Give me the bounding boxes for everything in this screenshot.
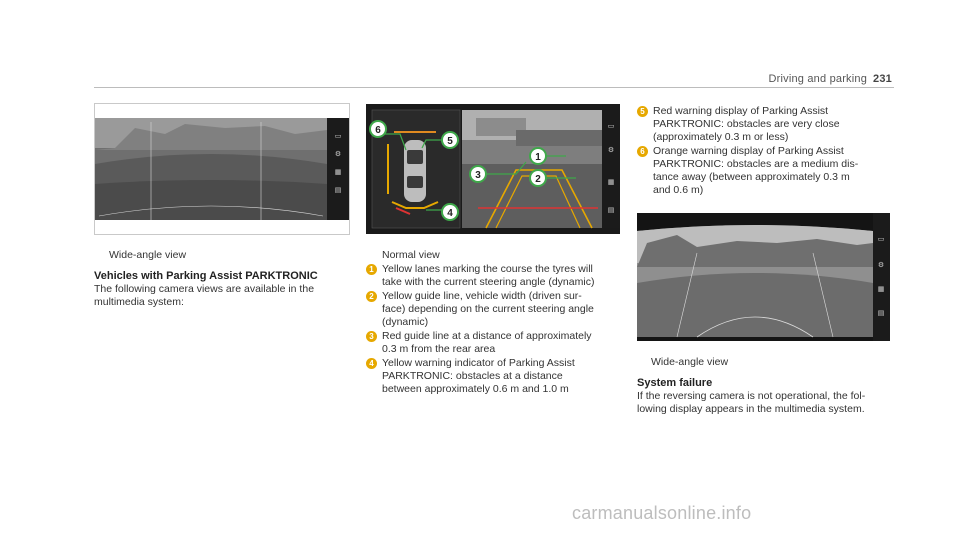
header-divider <box>94 87 894 88</box>
callout-4-label: 4 <box>447 208 453 219</box>
svg-text:▤: ▤ <box>334 186 342 194</box>
section-heading-parktronic: Vehicles with Parking Assist PARKTRONIC <box>94 270 318 282</box>
svg-text:▭: ▭ <box>877 235 885 243</box>
body-line: multimedia system: <box>94 296 184 308</box>
item-line: Yellow guide line, vehicle width (driven sur- <box>382 290 582 302</box>
item-line: take with the current steering angle (dynamic) <box>382 276 595 288</box>
right-legend-list <box>637 105 899 198</box>
item-line: Yellow warning indicator of Parking Assist <box>382 357 575 369</box>
svg-text:▭: ▭ <box>334 132 342 140</box>
svg-text:⚙: ⚙ <box>334 150 342 158</box>
item-line: face) depending on the current steering angle <box>382 303 594 315</box>
item-number-badge: 3 <box>366 331 377 342</box>
item-line: PARKTRONIC: obstacles are very close <box>653 118 840 130</box>
wide-angle-scene-2 <box>637 213 890 341</box>
svg-text:⚙: ⚙ <box>877 261 885 269</box>
callout-1-label: 1 <box>535 152 541 163</box>
item-number-badge: 1 <box>366 264 377 275</box>
item-line: tance away (between approximately 0.3 m <box>653 171 850 183</box>
left-text-block <box>94 270 354 309</box>
right-text-block <box>637 377 899 416</box>
svg-text:▦: ▦ <box>607 178 615 186</box>
middle-legend-list <box>366 263 628 397</box>
list-item <box>366 263 628 289</box>
callout-3-label: 3 <box>475 170 481 181</box>
item-line: Yellow lanes marking the course the tyres will <box>382 263 593 275</box>
svg-text:▭: ▭ <box>607 122 615 130</box>
item-number-badge: 6 <box>637 146 648 157</box>
page-header <box>768 73 892 85</box>
section-heading-system-failure: System failure <box>637 377 713 389</box>
svg-text:⚙: ⚙ <box>607 146 615 154</box>
item-number-badge: 5 <box>637 106 648 117</box>
body-line: lowing display appears in the multimedia system. <box>637 403 865 415</box>
list-item <box>366 330 628 356</box>
callout-5-label: 5 <box>447 136 453 147</box>
page-number: 231 <box>873 73 892 85</box>
body-line: The following camera views are available in the <box>94 283 315 295</box>
item-line: (dynamic) <box>382 316 429 328</box>
callout-markers <box>366 104 620 234</box>
wide-angle-camera-image-2 <box>637 213 890 341</box>
svg-text:▦: ▦ <box>334 168 342 176</box>
item-line: between approximately 0.6 m and 1.0 m <box>382 383 569 395</box>
item-number-badge: 4 <box>366 358 377 369</box>
figure-caption-wide-angle-2: Wide-angle view <box>651 356 729 368</box>
item-line: 0.3 m from the rear area <box>382 343 496 355</box>
list-item <box>366 290 628 329</box>
list-item <box>637 105 899 144</box>
item-line: Orange warning display of Parking Assist <box>653 145 844 157</box>
item-line: Red warning display of Parking Assist <box>653 105 829 117</box>
wide-angle-camera-scene <box>95 104 349 234</box>
callout-6-label: 6 <box>375 125 381 136</box>
wide-angle-camera-image <box>94 103 350 235</box>
item-line: and 0.6 m) <box>653 184 704 196</box>
svg-text:▦: ▦ <box>877 285 885 293</box>
section-title: Driving and parking <box>768 73 868 85</box>
item-line: Red guide line at a distance of approximately <box>382 330 592 342</box>
item-line: PARKTRONIC: obstacles are a medium dis- <box>653 158 859 170</box>
item-number-badge: 2 <box>366 291 377 302</box>
svg-text:▤: ▤ <box>607 206 615 214</box>
callout-2-label: 2 <box>535 174 541 185</box>
svg-text:▤: ▤ <box>877 309 885 317</box>
figure-caption-wide-angle: Wide-angle view <box>109 249 187 261</box>
item-line: (approximately 0.3 m or less) <box>653 131 789 143</box>
list-item <box>637 145 899 197</box>
list-item <box>366 357 628 396</box>
watermark-text: carmanualsonline.info <box>572 503 752 523</box>
normal-view-camera-image <box>366 104 620 234</box>
figure-caption-normal-view: Normal view <box>382 249 440 261</box>
item-line: PARKTRONIC: obstacles at a distance <box>382 370 563 382</box>
body-line: If the reversing camera is not operational, the fol- <box>637 390 866 402</box>
